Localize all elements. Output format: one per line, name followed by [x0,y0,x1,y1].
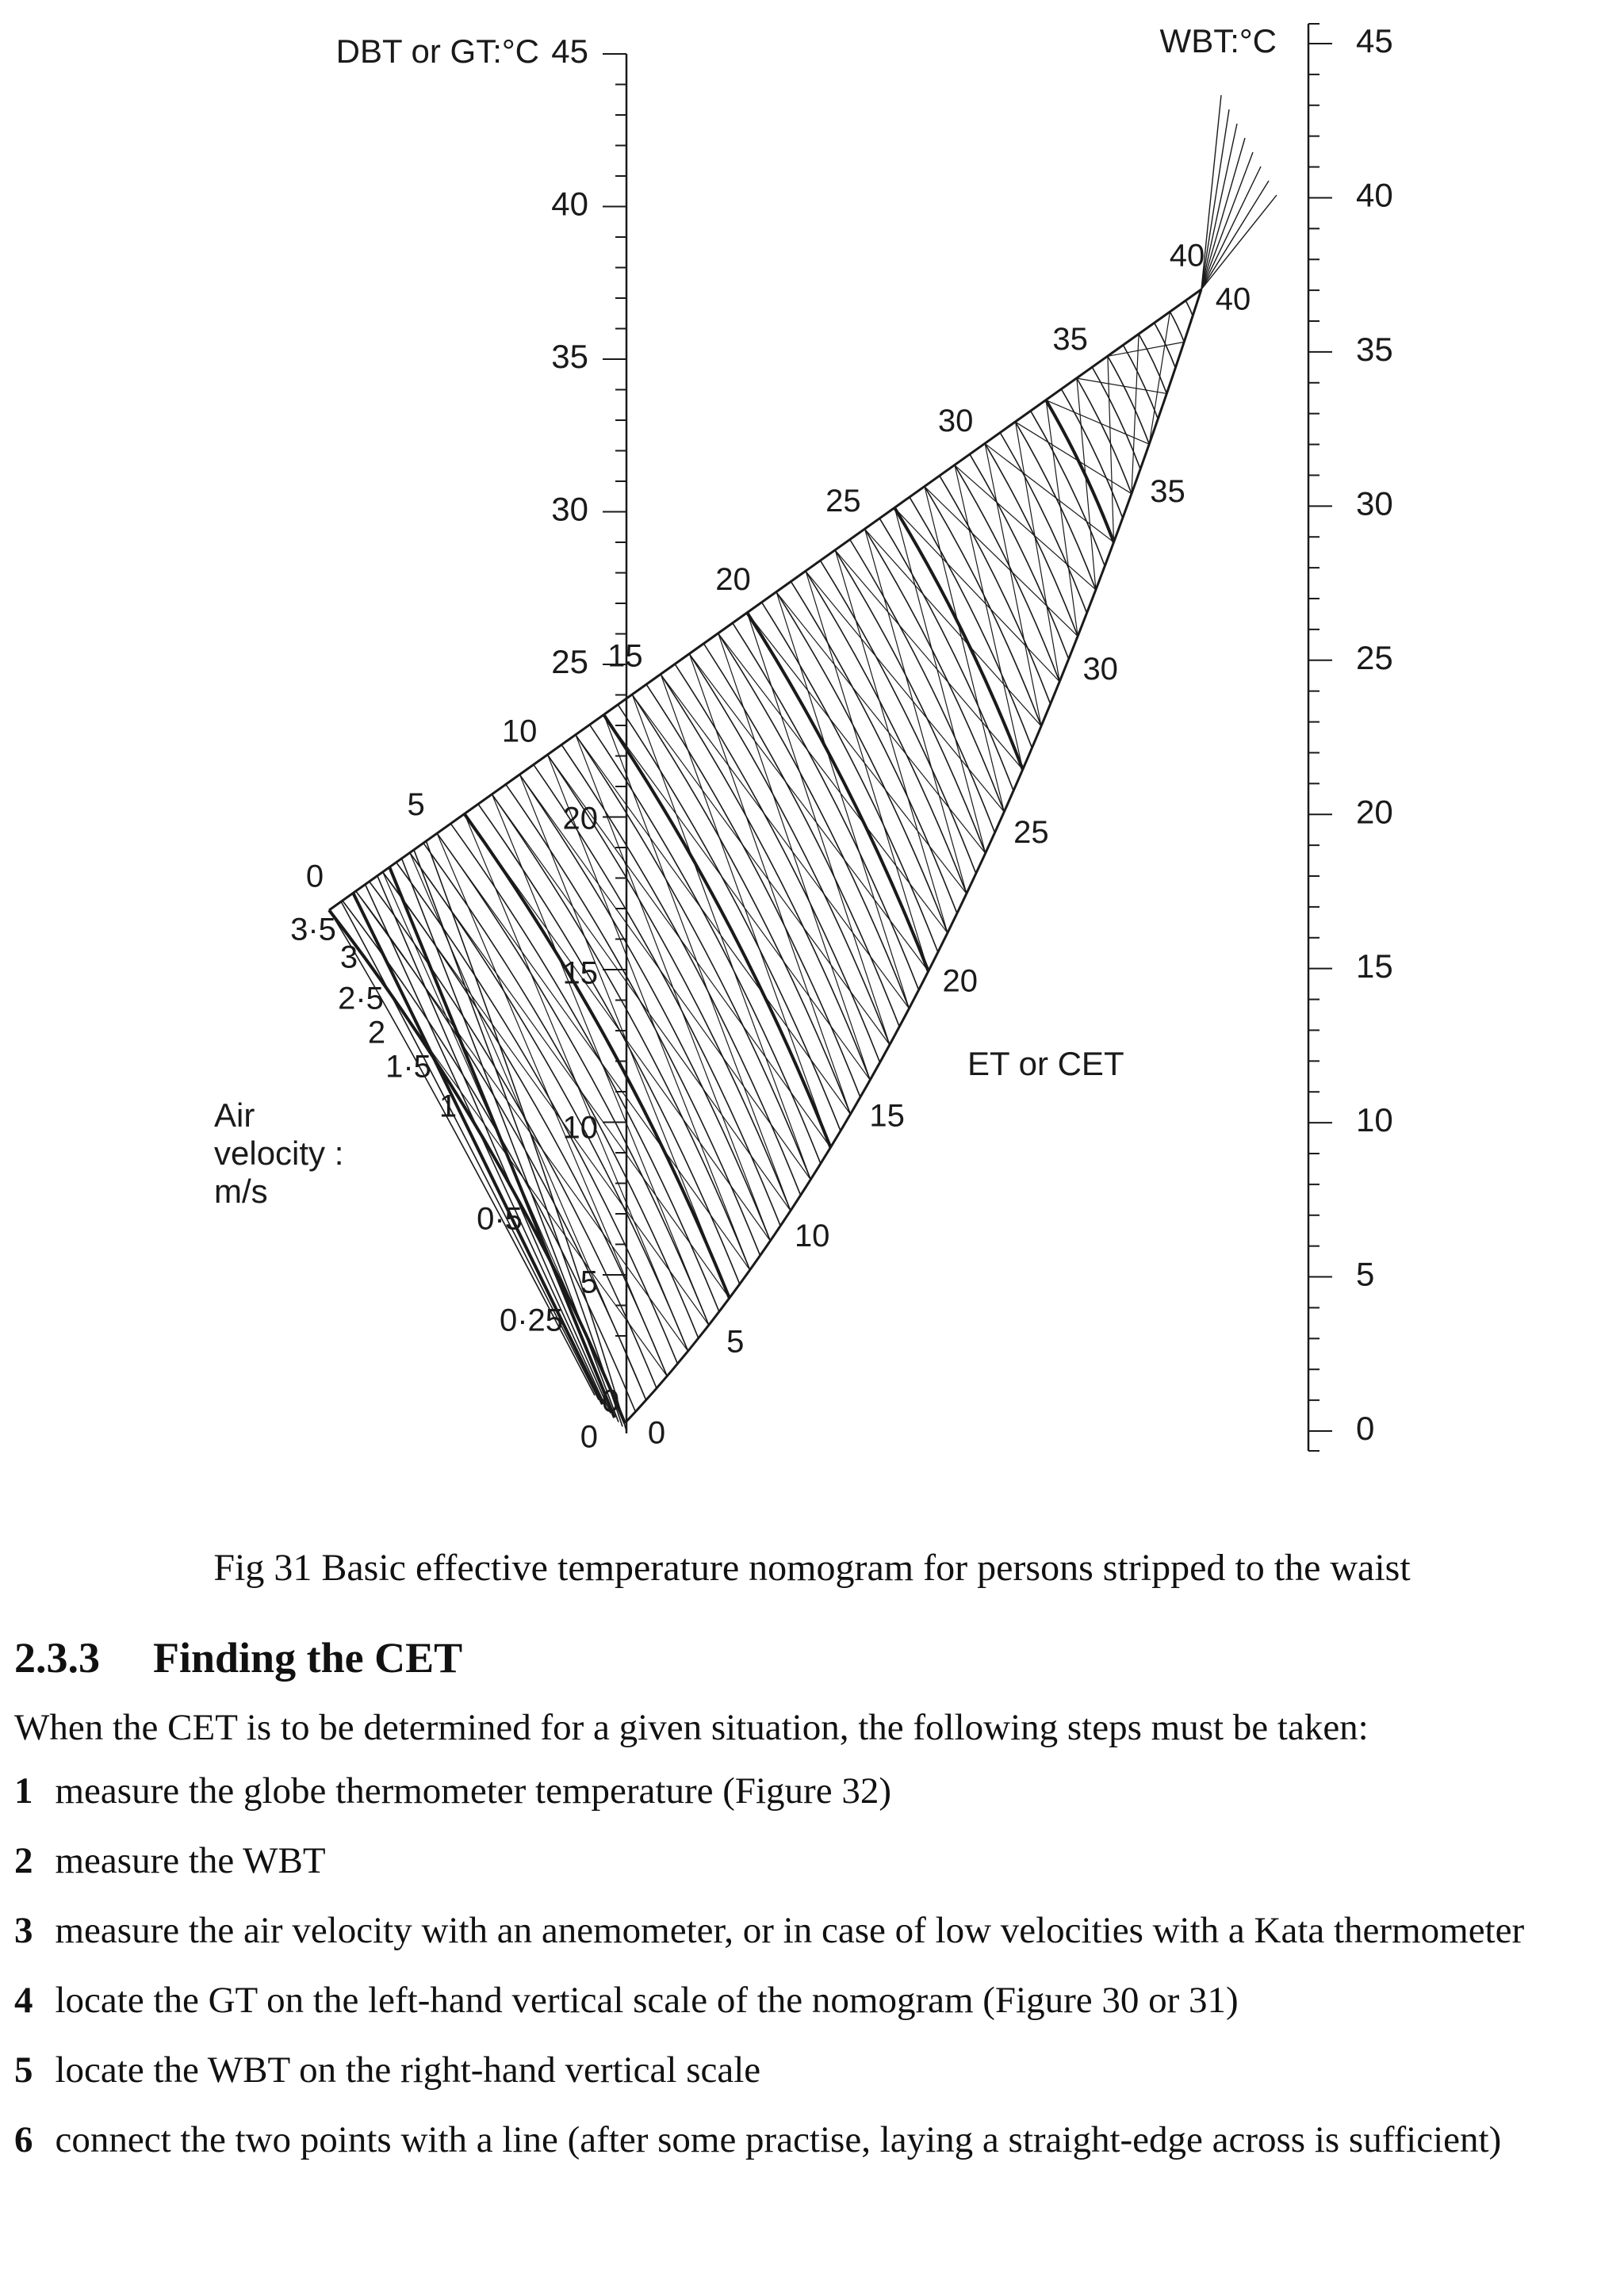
nomogram-fan-curve [590,725,821,1164]
nomogram-fan-curve [646,685,860,1097]
step-text: measure the globe thermometer temperature (Figure 32) [55,1770,891,1812]
nomogram-fan-curve [776,592,948,933]
right-scale-tick-label: 35 [1356,330,1393,368]
lower-edge-label: 30 [1082,651,1118,687]
velocity-label: 3 [339,939,358,975]
velocity-axis-title: velocity : [214,1135,344,1173]
nomogram-hatch-line [776,592,909,1008]
step-text: locate the GT on the left-hand vertical scale of the nomogram (Figure 30 or 31) [55,1980,1239,2021]
fan-tip-line [1201,195,1277,289]
upper-boundary-curve [329,289,1201,910]
step-text: locate the WBT on the right-hand vertical scale [55,2049,761,2091]
inner-scale-label: 0 [580,1419,598,1455]
left-axis-title: DBT or GT:°C [335,33,539,71]
upper-edge-label: 15 [607,638,643,674]
inner-scale-label: 15 [562,955,598,991]
nomogram-fan-curve [865,530,1005,812]
nomogram-hatch-line [776,592,985,853]
step-item [14,1908,1610,1954]
right-scale-tick-label: 0 [1356,1410,1375,1448]
nomogram-fan-curve [1031,411,1105,566]
nomogram-hatch-line [1184,289,1201,342]
step-text: measure the WBT [55,1840,326,1881]
upper-edge-label: 10 [501,714,538,749]
nomogram-hatch-line [955,465,1096,590]
right-scale-tick-label: 30 [1356,484,1393,522]
left-scale-tick-label: 40 [551,185,588,223]
velocity-label: 3·5 [290,912,336,947]
right-scale-tick-label: 10 [1356,1101,1393,1139]
left-scale-tick-label: 30 [551,490,588,528]
nomogram-hatch-line [383,872,709,1325]
nomogram-hatch-line [329,910,667,1376]
nomogram-fan-curve [806,572,967,894]
left-scale-tick-label: 45 [551,33,588,71]
velocity-label: 0·5 [477,1201,523,1237]
lower-edge-label: 20 [942,963,978,999]
nomogram-fan-curve [791,582,957,913]
steps-list [14,1768,1610,2187]
lower-edge-label: 25 [1013,814,1049,850]
right-scale-tick-label: 40 [1356,176,1393,214]
nomogram-fan-curve [1062,389,1123,518]
nomogram-hatch-line [718,633,948,932]
step-text: connect the two points with a line (after some practise, laying a straight-edge across is sufficient) [55,2119,1502,2160]
lower-edge-label: 15 [869,1098,905,1134]
nomogram-hatch-line [865,530,967,894]
intro-paragraph: When the CET is to be determined for a given situation, the following steps must be taken: [14,1707,1369,1748]
nomogram-fan-curve [1123,345,1158,419]
right-scale-tick-label: 25 [1356,638,1393,676]
fan-tip-line [1201,109,1229,289]
nomogram-fan-curve [762,603,938,952]
step-number: 3 [14,1910,33,1951]
step-number: 4 [14,1980,33,2021]
section-number: 2.3.3 [14,1634,100,1682]
step-number: 1 [14,1770,33,1812]
nomogram-hatch-line [520,775,730,1298]
right-scale-tick-label: 20 [1356,793,1393,831]
step-item [14,1838,1610,1884]
upper-edge-label: 25 [825,483,861,519]
inner-scale-label: 5 [580,1265,598,1300]
lower-edge-label: 10 [794,1218,830,1253]
step-item [14,2047,1610,2093]
nomogram-hatch-line [865,530,1041,726]
nomogram-hatch-line [1077,378,1166,393]
nomogram-fan-curve [821,561,976,874]
nomogram-fan-curve [1185,300,1193,316]
velocity-label: 1·5 [385,1049,431,1085]
upper-edge-label: 5 [407,787,425,823]
step-item [14,2117,1610,2163]
velocity-label: 0·25 [499,1303,564,1338]
figure-caption: Fig 31 Basic effective temperature nomogram for persons stripped to the waist [213,1547,1411,1589]
nomogram-hatch-line [1077,378,1096,590]
nomogram-fan-curve [1108,356,1149,444]
step-number: 5 [14,2049,33,2091]
nomogram-fan-curve [383,872,668,1376]
right-scale-tick-label: 15 [1356,947,1393,985]
nomogram-figure [198,0,1411,1522]
nomogram-fan-curve [690,654,890,1045]
nomogram-hatch-line [955,465,1023,770]
nomogram-hatch-line [1046,400,1078,637]
fan-tip-line [1201,181,1269,289]
velocity-axis-title: Air [214,1096,255,1135]
nomogram-hatch-line [410,853,730,1298]
nomogram-hatch-line [604,715,871,1080]
right-axis-title: WBT:°C [1159,22,1277,60]
nomogram-fan-curve [423,844,699,1338]
section-heading [14,1633,462,1682]
velocity-label: 0 [601,1383,620,1419]
right-scale-tick-label: 45 [1356,22,1393,60]
upper-edge-label: 20 [715,561,751,597]
nomogram-fan-curve [940,476,1051,703]
step-item [14,1768,1610,1814]
velocity-label: 2 [367,1015,386,1050]
nomogram-hatch-line [718,633,870,1080]
velocity-axis-title: m/s [214,1173,268,1211]
lower-edge-label: 0 [647,1415,666,1451]
fan-tip-line [1201,152,1253,289]
nomogram-hatch-line [985,444,1041,726]
upper-edge-label: 40 [1169,238,1205,274]
step-number: 2 [14,1840,33,1881]
step-text: measure the air velocity with an anemometer, or in case of low velocities with a Kata thermometer [55,1910,1525,1951]
right-scale-tick-label: 5 [1356,1255,1375,1293]
left-scale-tick-label: 35 [551,338,588,376]
inner-scale-label: 10 [562,1110,598,1146]
section-title: Finding the CET [153,1634,463,1682]
nomogram-hatch-line [1016,422,1132,493]
lower-edge-label: 35 [1150,473,1185,509]
step-number: 6 [14,2119,33,2160]
left-scale-tick-label: 25 [551,643,588,681]
upper-edge-label: 30 [937,403,974,438]
nomogram-hatch-line [1132,334,1139,493]
velocity-label: 2·5 [338,981,384,1016]
nomogram-fan-curve [675,664,879,1062]
nomogram-fan-curve [632,695,850,1114]
fan-tip-line [1201,124,1237,289]
nomogram-fan-curve [1170,312,1184,342]
nomogram-canvas [198,0,1411,1522]
upper-edge-label: 0 [305,859,324,894]
upper-edge-label: 35 [1052,321,1088,357]
velocity-label: 1 [439,1089,458,1124]
lower-edge-label: 40 [1215,281,1251,317]
nomogram-fan-curve [451,824,719,1311]
step-item [14,1977,1610,2023]
inner-scale-label: 20 [562,801,598,836]
lower-edge-label: 5 [726,1324,745,1360]
et-axis-title: ET or CET [967,1045,1124,1083]
